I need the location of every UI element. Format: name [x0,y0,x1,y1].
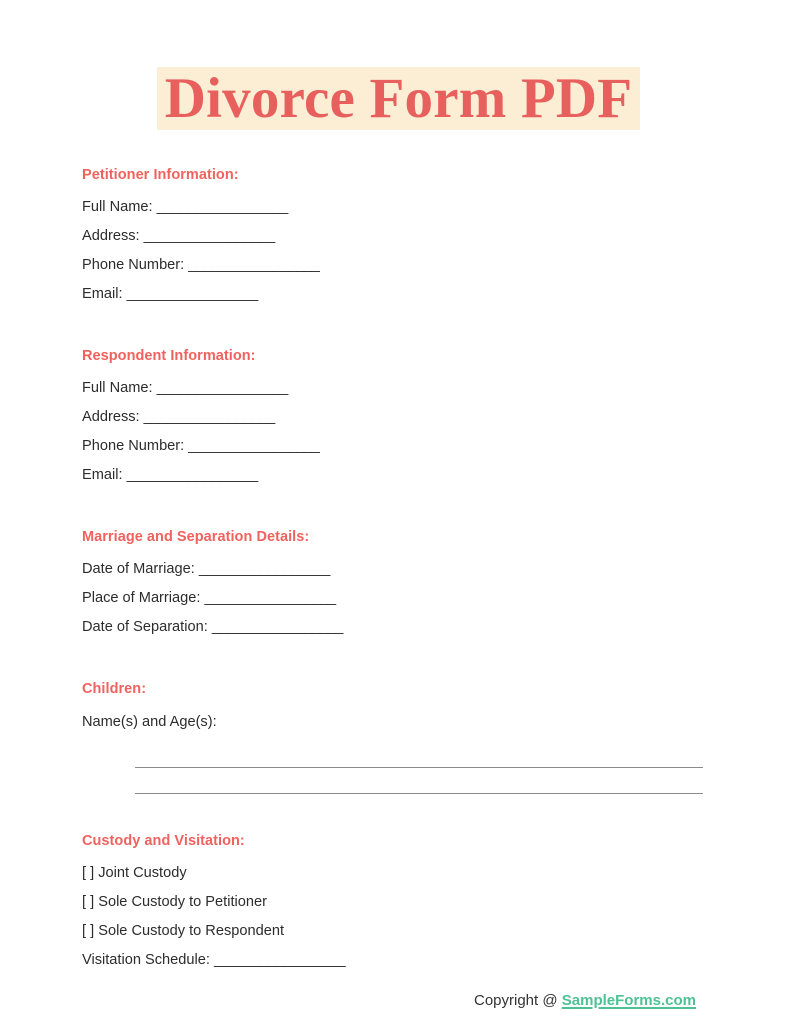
field-label: Date of Separation: [82,619,212,635]
section-heading-custody: Custody and Visitation: [82,833,245,849]
field-row [82,222,722,251]
field-row [82,555,722,584]
section-children [82,679,722,794]
field-row [82,403,722,432]
section-heading-petitioner: Petitioner Information: [82,167,239,183]
field-row [82,432,722,461]
field-blank[interactable]: _________________ [126,286,258,302]
ruled-line[interactable] [135,793,703,794]
field-label: Name(s) and Age(s): [82,714,217,730]
field-blank[interactable]: _________________ [213,952,346,968]
field-blank[interactable]: _________________ [188,257,320,273]
section-heading-children: Children: [82,681,147,697]
checkbox-label: [ ] Sole Custody to Respondent [82,923,285,939]
field-row [82,613,722,642]
section-petitioner [82,165,722,309]
form-body [82,165,722,975]
field-row [82,251,722,280]
footer-copyright [474,990,696,1012]
field-row [82,946,722,975]
checkbox-label: [ ] Joint Custody [82,865,187,881]
field-blank[interactable]: _________________ [156,199,288,215]
field-blank[interactable]: _________________ [198,561,330,577]
field-blank[interactable]: _________________ [143,409,275,425]
section-heading-respondent: Respondent Information: [82,348,256,364]
section-marriage [82,527,722,642]
field-label: Full Name: [82,199,157,215]
checkbox-option-sole-custody-petitioner[interactable] [82,888,722,917]
section-custody [82,831,722,975]
field-label: Place of Marriage: [82,590,205,606]
field-blank[interactable]: _________________ [188,438,320,454]
field-blank[interactable]: _________________ [156,380,288,396]
field-blank[interactable]: _________________ [126,467,258,483]
field-label: Phone Number: [82,438,189,454]
field-label: Address: [82,228,144,244]
field-blank[interactable]: _________________ [204,590,336,606]
page-title: Divorce Form PDF [157,67,640,130]
section-respondent [82,346,722,490]
field-row [82,280,722,309]
document-title-container [0,67,797,130]
field-blank[interactable]: _________________ [143,228,275,244]
copyright-text: Copyright @ [474,992,562,1009]
field-label: Address: [82,409,144,425]
field-blank[interactable]: _________________ [211,619,343,635]
children-write-in-area [82,767,722,794]
checkbox-label: [ ] Sole Custody to Petitioner [82,894,267,910]
checkbox-option-sole-custody-respondent[interactable] [82,917,722,946]
field-label: Email: [82,286,127,302]
section-heading-marriage: Marriage and Separation Details: [82,529,310,545]
field-row [82,461,722,490]
checkbox-option-joint-custody[interactable] [82,859,722,888]
field-label: Phone Number: [82,257,189,273]
field-label: Date of Marriage: [82,561,199,577]
field-row [82,374,722,403]
field-label: Full Name: [82,380,157,396]
brand-link[interactable]: SampleForms.com [561,992,696,1009]
ruled-line[interactable] [135,767,703,768]
field-row [82,584,722,613]
field-row [82,193,722,222]
field-label: Visitation Schedule: [82,952,214,968]
field-label: Email: [82,467,127,483]
field-row [82,708,722,737]
